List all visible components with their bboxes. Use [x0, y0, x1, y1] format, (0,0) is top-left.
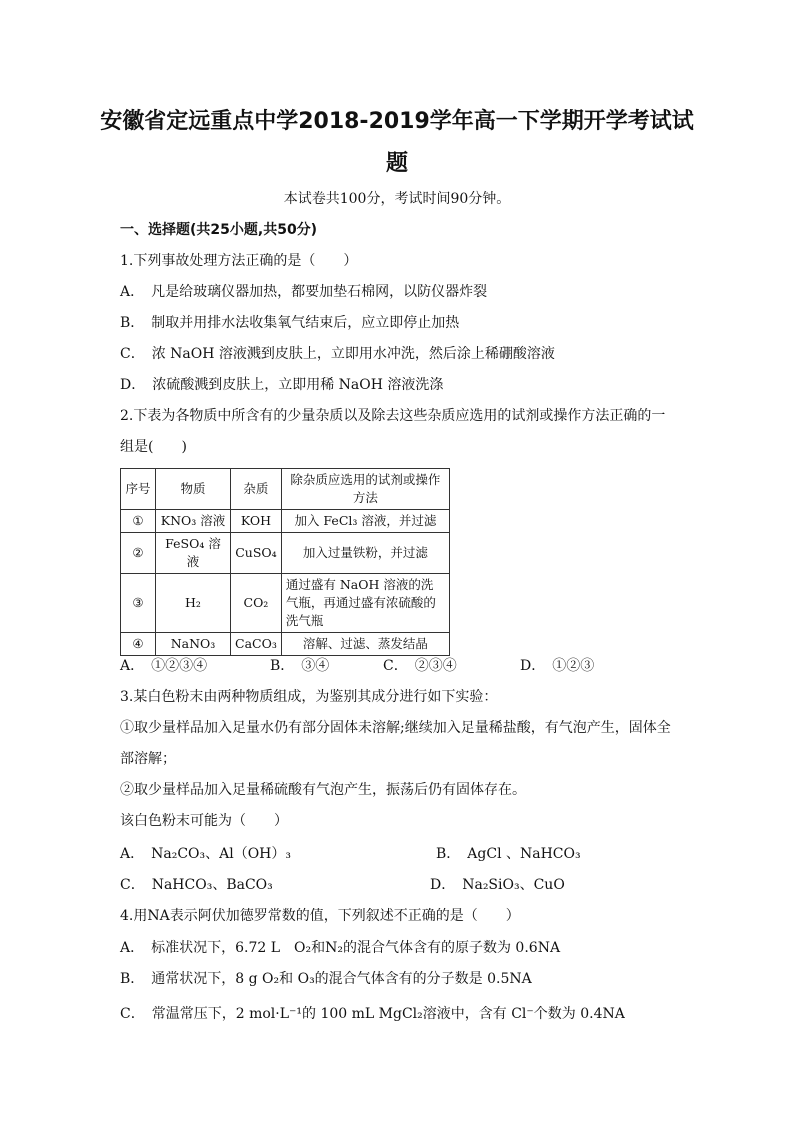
table-row	[121, 574, 450, 633]
table-cell: FeSO₄ 溶液	[156, 533, 231, 574]
q3-step1-line2: 部溶解；	[120, 751, 176, 767]
table-cell: 通过盛有 NaOH 溶液的洗气瓶，再通过盛有浓硫酸的洗气瓶	[281, 574, 449, 633]
q3-step1-line1: ①取少量样品加入足量水仍有部分固体未溶解;继续加入足量稀盐酸，有气泡产生，固体全	[120, 720, 671, 736]
table-cell: ①	[121, 510, 156, 533]
table-header-cell: 物质	[156, 469, 231, 510]
table-cell: CaCO₃	[231, 633, 282, 656]
table-row	[121, 633, 450, 656]
table-cell: ②	[121, 533, 156, 574]
q2-option-b: B． ③④	[270, 658, 330, 674]
q2-option-c: C． ②③④	[383, 658, 457, 674]
exam-title-line1: 安徽省定远重点中学2018-2019学年高一下学期开学考试试	[100, 109, 694, 134]
table-cell: 溶解、过滤、蒸发结晶	[281, 633, 449, 656]
table-header-cell: 序号	[121, 469, 156, 510]
q3-question: 该白色粉末可能为（ ）	[120, 813, 288, 829]
table-cell: KOH	[231, 510, 282, 533]
table-cell: ④	[121, 633, 156, 656]
q3-stem: 3.某白色粉末由两种物质组成，为鉴别其成分进行如下实验：	[120, 689, 498, 705]
table-cell: CO₂	[231, 574, 282, 633]
table-header-cell: 除杂质应选用的试剂或操作方法	[281, 469, 449, 510]
q1-stem: 1.下列事故处理方法正确的是（ ）	[120, 253, 358, 269]
table-cell: 加入过量铁粉，并过滤	[281, 533, 449, 574]
impurity-table	[120, 468, 450, 656]
q1-option-a: A． 凡是给玻璃仪器加热，都要加垫石棉网，以防仪器炸裂	[120, 284, 488, 300]
table-cell: CuSO₄	[231, 533, 282, 574]
q3-option-d: D． Na₂SiO₃、CuO	[430, 877, 565, 893]
q4-option-a: A． 标准状况下，6.72 L O₂和N₂的混合气体含有的原子数为 0.6NA	[120, 940, 561, 956]
q4-option-b: B． 通常状况下，8 g O₂和 O₃的混合气体含有的分子数是 0.5NA	[120, 971, 532, 987]
section-heading: 一、选择题(共25小题,共50分)	[120, 222, 318, 238]
q1-option-d: D． 浓硫酸溅到皮肤上，立即用稀 NaOH 溶液洗涤	[120, 377, 444, 393]
table-cell: NaNO₃	[156, 633, 231, 656]
exam-intro: 本试卷共100分，考试时间90分钟。	[283, 191, 511, 207]
table-header-row	[121, 469, 450, 510]
q2-stem-line1: 2.下表为各物质中所含有的少量杂质以及除去这些杂质应选用的试剂或操作方法正确的一	[120, 408, 666, 424]
table-row	[121, 510, 450, 533]
q4-option-c: C． 常温常压下，2 mol·L⁻¹的 100 mL MgCl₂溶液中，含有 Cl⁻个数为 0.4NA	[120, 1006, 625, 1022]
table-cell: 加入 FeCl₃ 溶液，并过滤	[281, 510, 449, 533]
q3-option-a: A． Na₂CO₃、Al（OH）₃	[120, 846, 292, 862]
table-cell: H₂	[156, 574, 231, 633]
q1-option-c: C． 浓 NaOH 溶液溅到皮肤上，立即用水冲洗，然后涂上稀硼酸溶液	[120, 346, 555, 362]
q2-option-d: D． ①②③	[520, 658, 595, 674]
q2-option-a: A． ①②③④	[120, 658, 208, 674]
q3-option-b: B． AgCl 、NaHCO₃	[436, 846, 581, 862]
q3-option-c: C． NaHCO₃、BaCO₃	[120, 877, 273, 893]
table-row	[121, 533, 450, 574]
q3-step2: ②取少量样品加入足量稀硫酸有气泡产生，振荡后仍有固体存在。	[120, 782, 526, 798]
table-header-cell: 杂质	[231, 469, 282, 510]
q1-option-b: B． 制取并用排水法收集氧气结束后，应立即停止加热	[120, 315, 460, 331]
q4-stem: 4.用NA表示阿伏加德罗常数的值，下列叙述不正确的是（ ）	[120, 908, 520, 924]
table-cell: ③	[121, 574, 156, 633]
table-cell: KNO₃ 溶液	[156, 510, 231, 533]
q2-stem-line2: 组是( )	[120, 439, 187, 455]
exam-title-line2: 题	[385, 151, 408, 176]
